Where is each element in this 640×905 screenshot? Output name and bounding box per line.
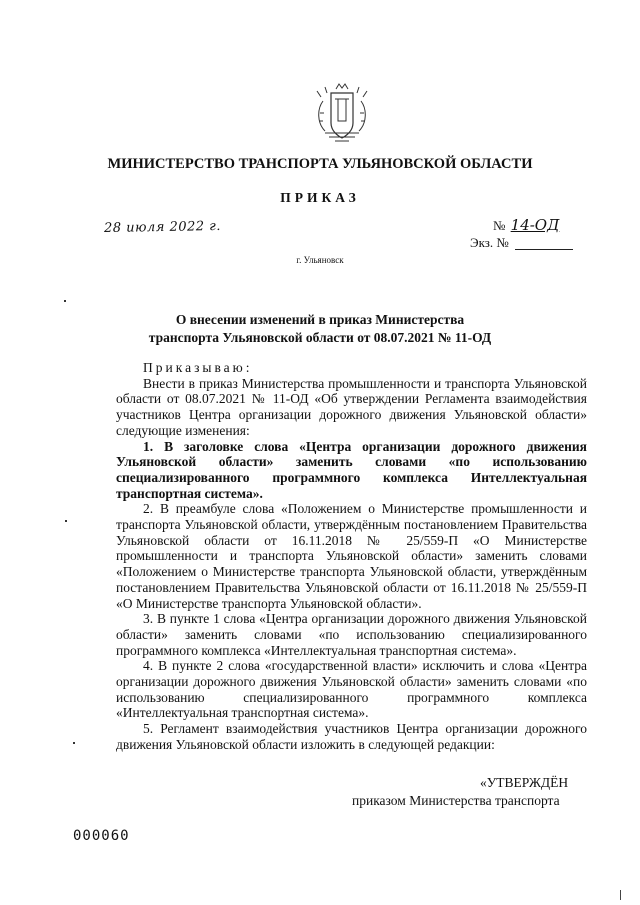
subject-line: транспорта Ульяновской области от 08.07.2021 № 11-ОД: [148, 330, 492, 345]
coat-of-arms-icon: [313, 83, 371, 145]
paragraph-1: 1. В заголовке слова «Центра организации дорожного движения Ульяновской области» заменить словами «по использованию специализированного программного комплекса Интеллектуальная транспортная система».: [116, 438, 587, 501]
number-value: 14-ОД: [510, 216, 560, 234]
scan-dot: [73, 742, 75, 744]
scan-dot: [64, 300, 66, 302]
scan-dot: [65, 520, 67, 522]
copy-number-line: [515, 249, 573, 250]
paragraph-3: 3. В пункте 1 слова «Центра организации дорожного движения Ульяновской области» заменить словами «по использованию специализированного программного комплекса «Интеллектуальная транспортная система».: [116, 611, 587, 658]
paragraph-intro: Внести в приказ Министерства промышленности и транспорта Ульяновской области от 08.07.2021 № 11-ОД «Об утверждении Регламента взаимодействия участников Центра организации дорожного движения Ульяновской области» следующие изменения:: [116, 375, 587, 438]
approved-heading: «УТВЕРЖДЁН: [480, 775, 569, 790]
paragraph-5: 5. Регламент взаимодействия участников Центра организации дорожного движения Ульяновской области изложить в следующей редакции:: [116, 721, 587, 752]
city: г. Ульяновск: [296, 255, 344, 265]
document-number: [493, 216, 559, 234]
approved-by: приказом Министерства транспорта: [352, 793, 560, 808]
paragraph-4: 4. В пункте 2 слова «государственной власти» исключить и слова «Центра организации дорожного движения Ульяновской области» заменить словами «по использованию специализированного программного комплекса «Интеллектуальная транспортная система».: [116, 658, 587, 721]
document-subject: [0, 311, 640, 347]
page-stamp-number: 000060: [73, 828, 130, 844]
document-body: [116, 360, 587, 753]
scan-edge-mark: [620, 890, 621, 900]
subject-line: О внесении изменений в приказ Министерства: [175, 312, 465, 327]
document-type: ПРИКАЗ: [280, 190, 360, 205]
paragraph-2: 2. В преамбуле слова «Положением о Министерстве промышленности и транспорта Ульяновской области, утверждённым постановлением Правительства Ульяновской области от 16.11.2018 № 25/559-П «О Министерстве промышленности и транспорта Ульяновской области» заменить словами «Положением о Министерстве транспорта Ульяновской области, утверждённым постановлением Правительства Ульяновской области от 16.11.2018 № 25/559-П «О Министерстве транспорта Ульяновской области».: [116, 501, 587, 611]
copy-number: [470, 235, 573, 251]
document-date: 28 июля 2022 г.: [103, 218, 222, 237]
ministry-name: МИНИСТЕРСТВО ТРАНСПОРТА УЛЬЯНОВСКОЙ ОБЛАСТИ: [107, 156, 533, 172]
copy-label: Экз. №: [470, 235, 509, 250]
number-label: №: [493, 218, 506, 233]
order-word: Приказываю:: [143, 360, 253, 375]
